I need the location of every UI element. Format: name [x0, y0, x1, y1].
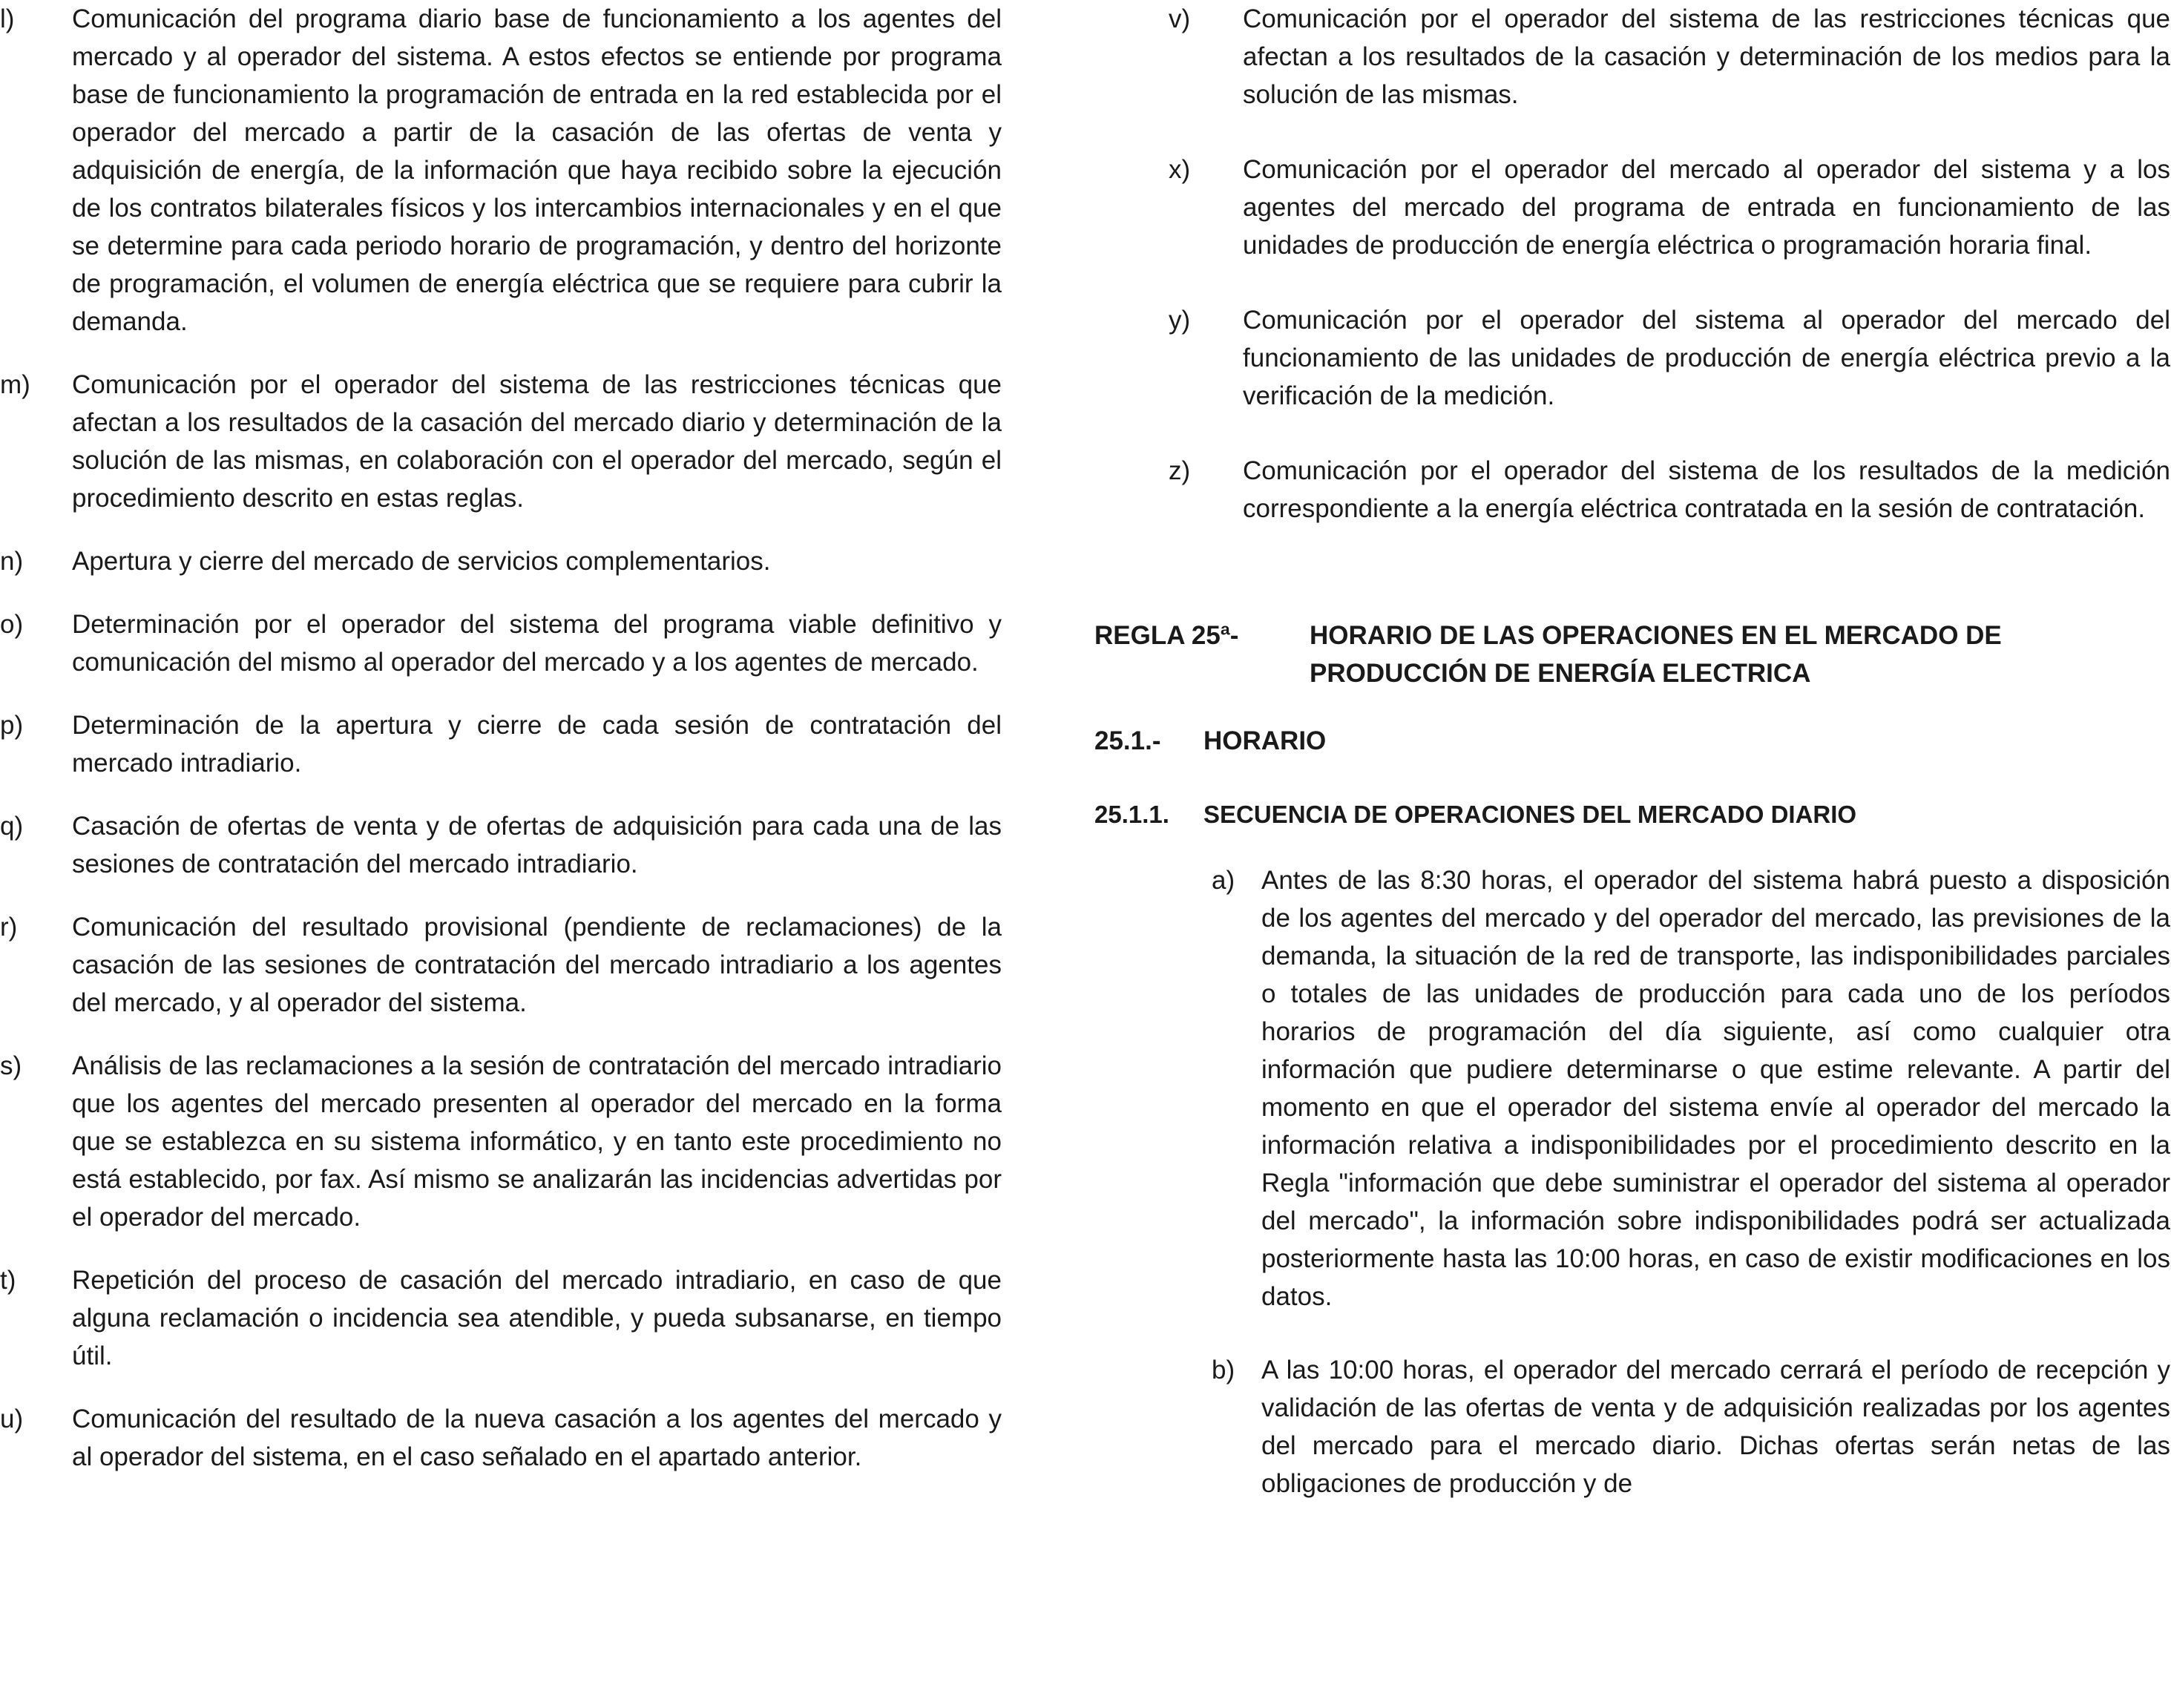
subsection-heading	[1094, 795, 2170, 833]
subsection-number: 25.1.1.	[1094, 801, 1169, 828]
list-item-b	[1094, 1351, 2170, 1502]
item-label: z)	[1169, 456, 1191, 485]
regla-title: HORARIO DE LAS OPERACIONES EN EL MERCADO DE PRODUCCIÓN DE ENERGÍA ELECTRICA	[1310, 621, 2002, 688]
item-label: t)	[0, 1266, 16, 1295]
item-text: Comunicación del programa diario base de funcionamiento a los agentes del mercado y al operador del sistema. A estos efectos se entiende por programa base de funcionamiento la programación de entrada en la red establecida por el operador del mercado a partir de la casación de las ofertas de venta y adquisición de energía, de la información que haya recibido sobre la ejecución de los contratos bilaterales físicos y los intercambios internacionales y en el que se determine para cada periodo horario de programación, y dentro del horizonte de programación, el volumen de energía eléctrica que se requiere para cubrir la demanda.	[72, 4, 1002, 336]
item-text: Determinación de la apertura y cierre de cada sesión de contratación del mercado intradiario.	[72, 711, 1002, 778]
list-item-a	[1094, 861, 2170, 1316]
item-label: b)	[1212, 1356, 1235, 1385]
item-text: Comunicación del resultado provisional (pendiente de reclamaciones) de la casación de las sesiones de contratación del mercado intradiario a los agentes del mercado, y al operador del sistema.	[72, 913, 1002, 1017]
list-item-s	[0, 1047, 1002, 1236]
section-title: HORARIO	[1203, 726, 1327, 755]
item-text: Comunicación por el operador del mercado al operador del sistema y a los agentes del mercado del programa de entrada en funcionamiento de las unidades de producción de energía eléctrica o programación horaria final.	[1243, 155, 2170, 260]
item-label: y)	[1169, 306, 1191, 335]
item-text: Análisis de las reclamaciones a la sesión de contratación del mercado intradiario que los agentes del mercado presenten al operador del mercado en la forma que se establezca en su sistema informático, y en tanto este procedimiento no está establecido, por fax. Así mismo se analizarán las incidencias advertidas por el operador del mercado.	[72, 1051, 1002, 1232]
list-item-t	[0, 1261, 1002, 1375]
item-text: A las 10:00 horas, el operador del mercado cerrará el período de recepción y validación de las ofertas de venta y de adquisición realizadas por los agentes del mercado para el mercado diario. Dichas ofertas serán netas de las obligaciones de producción y de	[1261, 1356, 2170, 1498]
item-label: q)	[0, 812, 24, 841]
item-label: v)	[1169, 4, 1191, 33]
regla-heading	[1094, 617, 2170, 692]
item-label: p)	[0, 711, 24, 740]
list-item-p	[0, 706, 1002, 782]
item-label: x)	[1169, 155, 1191, 184]
item-text: Comunicación por el operador del sistema de las restricciones técnicas que afectan a los resultados de la casación del mercado diario y determinación de la solución de las mismas, en colaboración con el operador del mercado, según el procedimiento descrito en estas reglas.	[72, 370, 1002, 513]
list-item-q	[0, 807, 1002, 883]
list-item-y	[1094, 301, 2170, 415]
list-item-z	[1094, 452, 2170, 528]
list-item-u	[0, 1400, 1002, 1476]
list-item-x	[1094, 151, 2170, 264]
list-item-v	[1094, 0, 2170, 114]
item-text: Casación de ofertas de venta y de ofertas de adquisición para cada una de las sesiones de contratación del mercado intradiario.	[72, 812, 1002, 878]
item-label: r)	[0, 913, 18, 942]
item-text: Comunicación por el operador del sistema al operador del mercado del funcionamiento de las unidades de producción de energía eléctrica previo a la verificación de la medición.	[1243, 306, 2170, 410]
left-column	[0, 0, 1002, 1501]
item-label: l)	[0, 4, 15, 33]
item-text: Comunicación por el operador del sistema de los resultados de la medición correspondiente a la energía eléctrica contratada en la sesión de contratación.	[1243, 456, 2170, 523]
section-number: 25.1.-	[1094, 726, 1161, 755]
item-text: Comunicación por el operador del sistema de las restricciones técnicas que afectan a los resultados de la casación y determinación de los medios para la solución de las mismas.	[1243, 4, 2170, 109]
right-column	[1094, 0, 2170, 1538]
list-item-r	[0, 908, 1002, 1022]
item-label: a)	[1212, 866, 1235, 895]
item-text: Determinación por el operador del sistema del programa viable definitivo y comunicación del mismo al operador del mercado y a los agentes de mercado.	[72, 610, 1002, 677]
list-item-l	[0, 0, 1002, 341]
item-label: m)	[0, 370, 30, 399]
item-text: Comunicación del resultado de la nueva casación a los agentes del mercado y al operador del sistema, en el caso señalado en el apartado anterior.	[72, 1405, 1002, 1471]
item-label: u)	[0, 1405, 24, 1433]
section-heading	[1094, 722, 2170, 760]
item-label: s)	[0, 1051, 22, 1080]
list-item-m	[0, 366, 1002, 517]
list-v-z	[1094, 0, 2170, 528]
item-label: o)	[0, 610, 24, 639]
item-text: Repetición del proceso de casación del mercado intradiario, en caso de que alguna reclamación o incidencia sea atendible, y pueda subsanarse, en tiempo útil.	[72, 1266, 1002, 1370]
item-text: Apertura y cierre del mercado de servicios complementarios.	[72, 547, 771, 576]
item-text: Antes de las 8:30 horas, el operador del sistema habrá puesto a disposición de los agentes del mercado y del operador del mercado, las previsiones de la demanda, la situación de la red de transporte, las indisponibilidades parciales o totales de las unidades de producción para cada uno de los períodos horarios de programación del día siguiente, así como cualquier otra información que pudiere determinarse o que estime relevante. A partir del momento en que el operador del sistema envíe al operador del mercado la información relativa a indisponibilidades por el procedimiento descrito en la Regla "información que debe suministrar el operador del sistema al operador del mercado", la información sobre indisponibilidades podrá ser actualizada posteriormente hasta las 10:00 horas, en caso de existir modificaciones en los datos.	[1261, 866, 2170, 1311]
list-item-n	[0, 542, 1002, 580]
subsection-title: SECUENCIA DE OPERACIONES DEL MERCADO DIARIO	[1203, 801, 1857, 828]
regla-number: REGLA 25ª-	[1094, 621, 1239, 650]
list-a-b	[1094, 861, 2170, 1502]
list-item-o	[0, 605, 1002, 681]
item-label: n)	[0, 547, 24, 576]
